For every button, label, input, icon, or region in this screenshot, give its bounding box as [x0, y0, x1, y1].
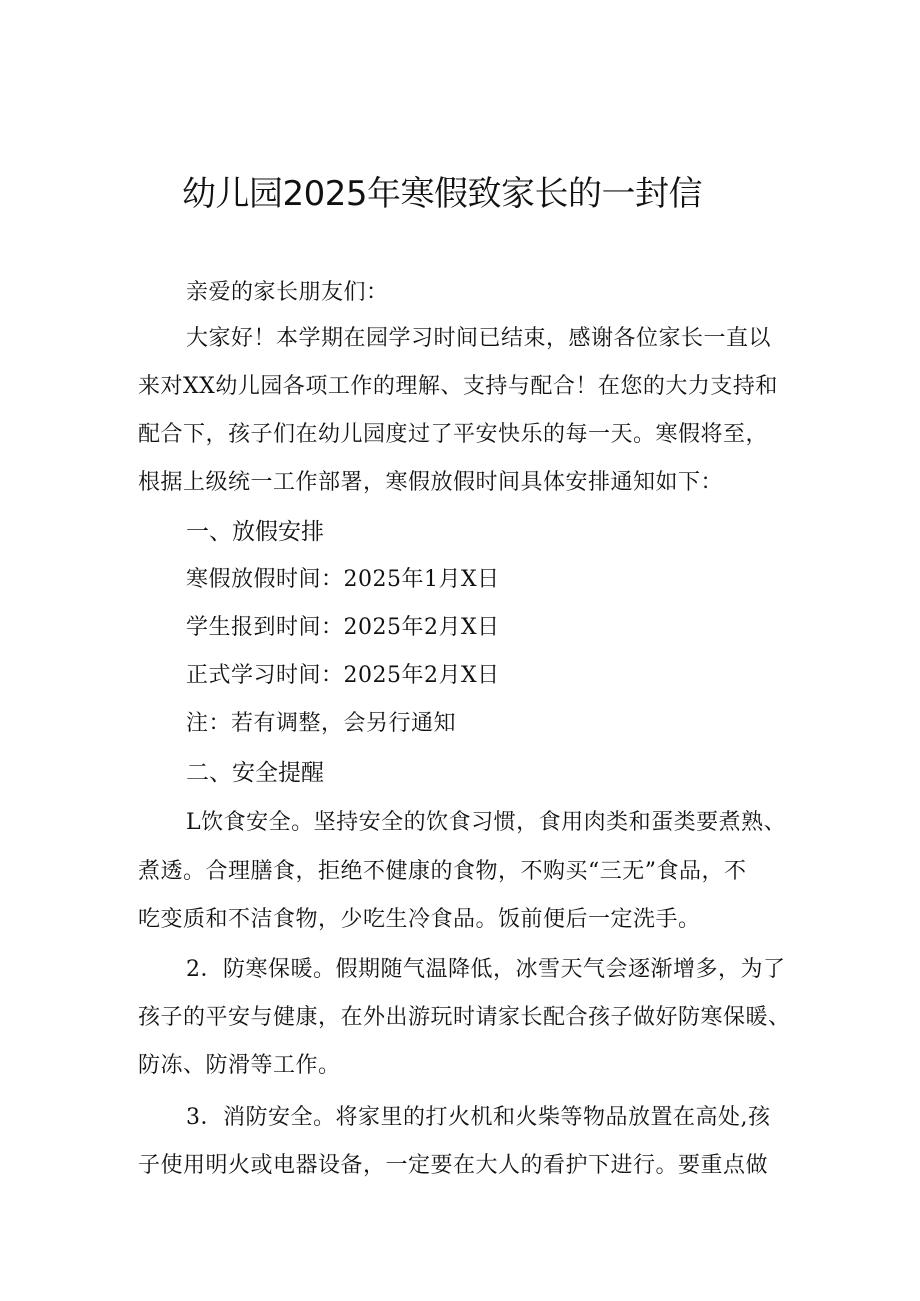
intro-line: 根据上级统一工作部署，寒假放假时间具体安排通知如下：: [138, 470, 724, 495]
safety-paragraph-line: 2．防寒保暖。假期随气温降低，冰雪天气会逐渐增多，为了: [186, 957, 786, 982]
page-title: 幼儿园2025年寒假致家长的一封信: [182, 174, 703, 214]
safety-paragraph-line: L饮食安全。坚持安全的饮食习惯，食用肉类和蛋类要煮熟、: [186, 810, 787, 835]
section-heading-safety: 二、安全提醒: [186, 760, 324, 786]
schedule-item: 寒假放假时间：2025年1月X日: [186, 567, 500, 592]
schedule-item: 学生报到时间：2025年2月X日: [186, 615, 500, 640]
safety-paragraph-line: 子使用明火或电器设备，一定要在大人的看护下进行。要重点做: [138, 1153, 769, 1178]
schedule-note: 注：若有调整，会另行通知: [186, 711, 457, 736]
greeting: 亲爱的家长朋友们：: [186, 280, 389, 305]
intro-line: 大家好！本学期在园学习时间已结束，感谢各位家长一直以: [186, 326, 772, 351]
intro-line: 配合下，孩子们在幼儿园度过了平安快乐的每一天。寒假将至，: [138, 422, 769, 447]
section-heading-holiday: 一、放假安排: [186, 519, 324, 545]
safety-paragraph-line: 吃变质和不洁食物，少吃生冷食品。饭前便后一定洗手。: [138, 907, 701, 932]
schedule-item: 正式学习时间：2025年2月X日: [186, 663, 500, 688]
intro-line: 来对XX幼儿园各项工作的理解、支持与配合！在您的大力支持和: [138, 374, 778, 399]
safety-paragraph-line: 孩子的平安与健康，在外出游玩时请家长配合孩子做好防寒保暖、: [138, 1005, 791, 1030]
safety-paragraph-line: 3．消防安全。将家里的打火机和火柴等物品放置在高处,孩: [186, 1105, 771, 1130]
safety-paragraph-line: 防冻、防滑等工作。: [138, 1053, 341, 1078]
safety-paragraph-line: 煮透。合理膳食，拒绝不健康的食物，不购买“三无”食品，不: [138, 859, 747, 884]
